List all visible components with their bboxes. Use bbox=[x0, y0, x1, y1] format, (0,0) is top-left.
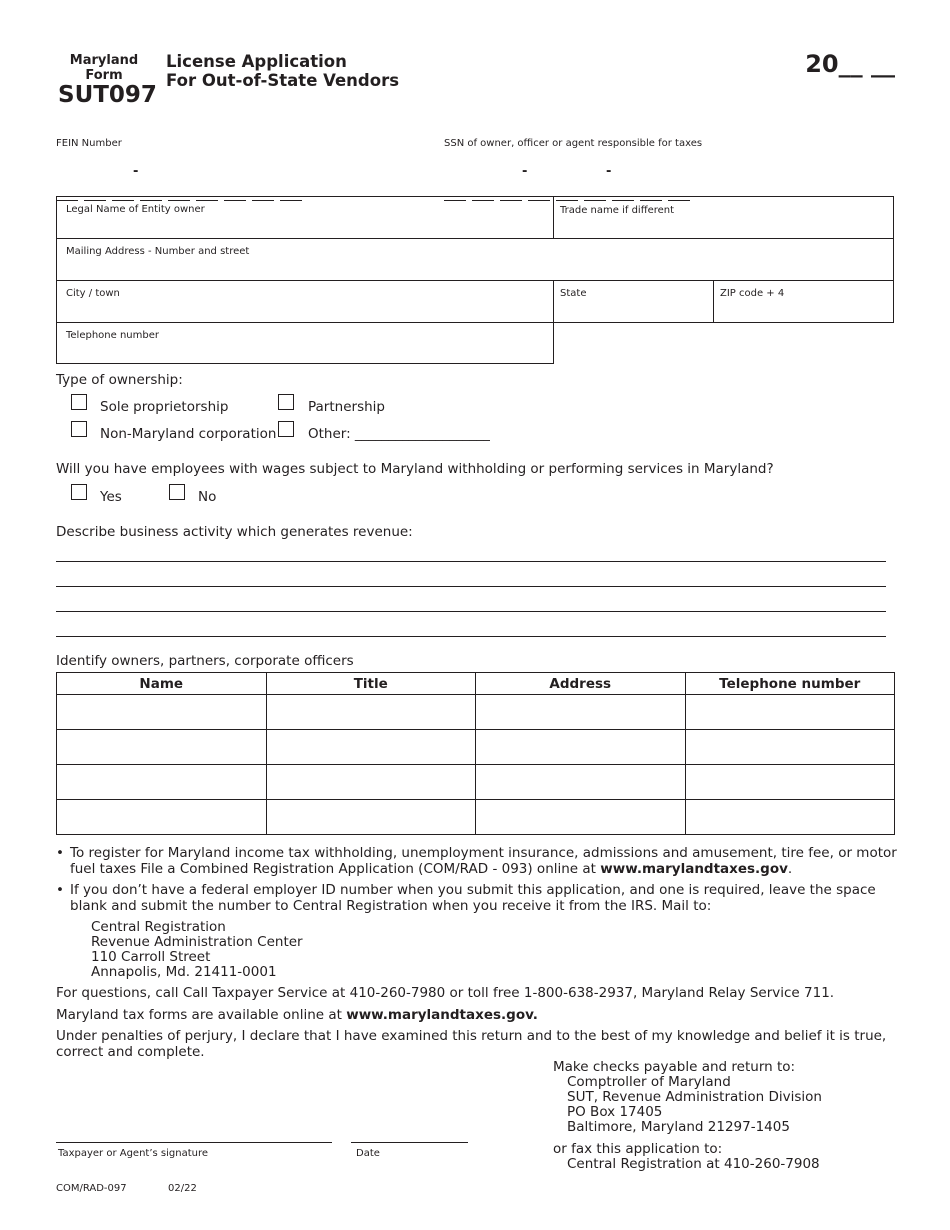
business-activity-line-2[interactable] bbox=[56, 586, 886, 587]
title-line-2: For Out-of-State Vendors bbox=[166, 71, 400, 90]
other-ownership-checkbox[interactable] bbox=[278, 421, 294, 437]
signature-label: Taxpayer or Agent’s signature bbox=[58, 1148, 209, 1159]
online-forms-text bbox=[56, 1008, 538, 1024]
tax-year-field[interactable]: 20__ __ bbox=[805, 50, 895, 78]
owner-name-cell[interactable] bbox=[57, 765, 267, 800]
other-ownership-field[interactable]: Other: ____________________ bbox=[308, 426, 490, 442]
fax-line: Central Registration at 410-260-7908 bbox=[567, 1156, 820, 1172]
zip-label: ZIP code + 4 bbox=[720, 288, 785, 299]
fein-label: FEIN Number bbox=[56, 138, 122, 149]
fein-separator: - bbox=[133, 164, 139, 179]
registration-note bbox=[56, 846, 901, 877]
column-header-address: Address bbox=[476, 673, 686, 695]
mail-address bbox=[91, 920, 303, 980]
date-label: Date bbox=[356, 1148, 380, 1159]
form-code: SUT097 bbox=[58, 82, 157, 108]
owner-name-cell[interactable] bbox=[57, 800, 267, 835]
registration-note-text: To register for Maryland income tax withholding, unemployment insurance, admissions and amusement, tire fee, or motor fuel taxes File a Combined Registration Application (COM/RAD - 093) online at bbox=[70, 845, 897, 877]
partnership-checkbox[interactable] bbox=[278, 394, 294, 410]
employees-yes-checkbox[interactable] bbox=[71, 484, 87, 500]
mailing-address-label: Mailing Address - Number and street bbox=[66, 246, 250, 257]
legal-name-field[interactable] bbox=[56, 196, 554, 239]
revision-date: 02/22 bbox=[168, 1183, 197, 1194]
mail-line-3: 110 Carroll Street bbox=[91, 949, 211, 965]
column-header-telephone: Telephone number bbox=[685, 673, 895, 695]
business-activity-line-1[interactable] bbox=[56, 561, 886, 562]
table-row bbox=[57, 800, 895, 835]
payment-line-4: Baltimore, Maryland 21297-1405 bbox=[567, 1119, 790, 1135]
state-field[interactable] bbox=[553, 280, 714, 323]
form-word: Form bbox=[85, 68, 123, 83]
owner-name-cell[interactable] bbox=[57, 730, 267, 765]
telephone-field[interactable] bbox=[56, 322, 554, 364]
owner-address-cell[interactable] bbox=[476, 800, 686, 835]
sole-proprietorship-label: Sole proprietorship bbox=[100, 399, 229, 415]
partnership-label: Partnership bbox=[308, 399, 385, 415]
bullet-icon: • bbox=[56, 845, 64, 861]
trade-name-label: Trade name if different bbox=[560, 205, 675, 216]
payment-heading: Make checks payable and return to: bbox=[553, 1059, 796, 1075]
payment-block bbox=[553, 1060, 822, 1172]
ssn-separator-2: - bbox=[606, 164, 612, 179]
owners-table-header bbox=[57, 673, 895, 695]
owner-address-cell[interactable] bbox=[476, 730, 686, 765]
owner-telephone-cell[interactable] bbox=[685, 800, 895, 835]
fein-note-text: If you don’t have a federal employer ID number when you submit this application, and one is required, leave the space blank and submit the number to Central Registration when you receive it from the IRS. Mail to: bbox=[70, 882, 876, 914]
owner-address-cell[interactable] bbox=[476, 765, 686, 800]
questions-text: For questions, call Call Taxpayer Service at 410-260-7980 or toll free 1-800-638-2937, Maryland Relay Service 711. bbox=[56, 985, 835, 1001]
mailing-address-field[interactable] bbox=[56, 238, 894, 281]
signature-line[interactable] bbox=[56, 1142, 332, 1143]
employees-yes-label: Yes bbox=[100, 489, 122, 505]
bullet-icon: • bbox=[56, 882, 64, 898]
marylandtaxes-online-link[interactable]: www.marylandtaxes.gov. bbox=[346, 1007, 538, 1023]
owners-table bbox=[56, 672, 895, 835]
non-md-corporation-checkbox[interactable] bbox=[71, 421, 87, 437]
fax-heading: or fax this application to: bbox=[553, 1141, 723, 1157]
sole-proprietorship-checkbox[interactable] bbox=[71, 394, 87, 410]
business-activity-label: Describe business activity which generates revenue: bbox=[56, 524, 413, 540]
ssn-label: SSN of owner, officer or agent responsible for taxes bbox=[444, 138, 703, 149]
owner-title-cell[interactable] bbox=[266, 800, 476, 835]
mail-line-1: Central Registration bbox=[91, 919, 226, 935]
perjury-declaration: Under penalties of perjury, I declare that I have examined this return and to the best of my knowledge and belief it is true, correct and complete. bbox=[56, 1028, 887, 1060]
city-field[interactable] bbox=[56, 280, 554, 323]
business-activity-line-3[interactable] bbox=[56, 611, 886, 612]
table-row bbox=[57, 765, 895, 800]
owner-telephone-cell[interactable] bbox=[685, 765, 895, 800]
marylandtaxes-link[interactable]: www.marylandtaxes.gov bbox=[600, 860, 788, 877]
form-title bbox=[166, 52, 399, 90]
zip-field[interactable] bbox=[713, 280, 894, 323]
state-label: State bbox=[560, 288, 587, 299]
registration-note-end: . bbox=[787, 860, 793, 877]
owner-title-cell[interactable] bbox=[266, 730, 476, 765]
owner-telephone-cell[interactable] bbox=[685, 730, 895, 765]
state-name: Maryland bbox=[69, 53, 139, 68]
ownership-label: Type of ownership: bbox=[56, 372, 183, 388]
employees-question: Will you have employees with wages subject to Maryland withholding or performing services in Maryland? bbox=[56, 461, 774, 477]
owner-name-cell[interactable] bbox=[57, 695, 267, 730]
date-line[interactable] bbox=[351, 1142, 468, 1143]
non-md-corporation-label: Non-Maryland corporation bbox=[100, 426, 277, 442]
owner-title-cell[interactable] bbox=[266, 765, 476, 800]
fein-note bbox=[56, 883, 901, 914]
owner-telephone-cell[interactable] bbox=[685, 695, 895, 730]
title-line-1: License Application bbox=[166, 52, 347, 71]
employees-no-label: No bbox=[198, 489, 217, 505]
online-forms-prefix: Maryland tax forms are available online at bbox=[56, 1007, 347, 1023]
table-row bbox=[57, 695, 895, 730]
business-activity-line-4[interactable] bbox=[56, 636, 886, 637]
city-label: City / town bbox=[66, 288, 120, 299]
payment-line-3: PO Box 17405 bbox=[567, 1104, 663, 1120]
ssn-separator-1: - bbox=[522, 164, 528, 179]
payment-line-2: SUT, Revenue Administration Division bbox=[567, 1089, 822, 1105]
employees-no-checkbox[interactable] bbox=[169, 484, 185, 500]
column-header-title: Title bbox=[266, 673, 476, 695]
trade-name-field[interactable] bbox=[553, 196, 894, 239]
owners-label: Identify owners, partners, corporate officers bbox=[56, 653, 354, 669]
owner-address-cell[interactable] bbox=[476, 695, 686, 730]
owner-title-cell[interactable] bbox=[266, 695, 476, 730]
legal-name-label: Legal Name of Entity owner bbox=[66, 204, 205, 215]
column-header-name: Name bbox=[57, 673, 267, 695]
telephone-label: Telephone number bbox=[66, 330, 159, 341]
form-state-label bbox=[62, 53, 146, 83]
form-id: COM/RAD-097 bbox=[56, 1183, 127, 1194]
payment-line-1: Comptroller of Maryland bbox=[567, 1074, 731, 1090]
mail-line-2: Revenue Administration Center bbox=[91, 934, 303, 950]
mail-line-4: Annapolis, Md. 21411-0001 bbox=[91, 964, 277, 980]
table-row bbox=[57, 730, 895, 765]
